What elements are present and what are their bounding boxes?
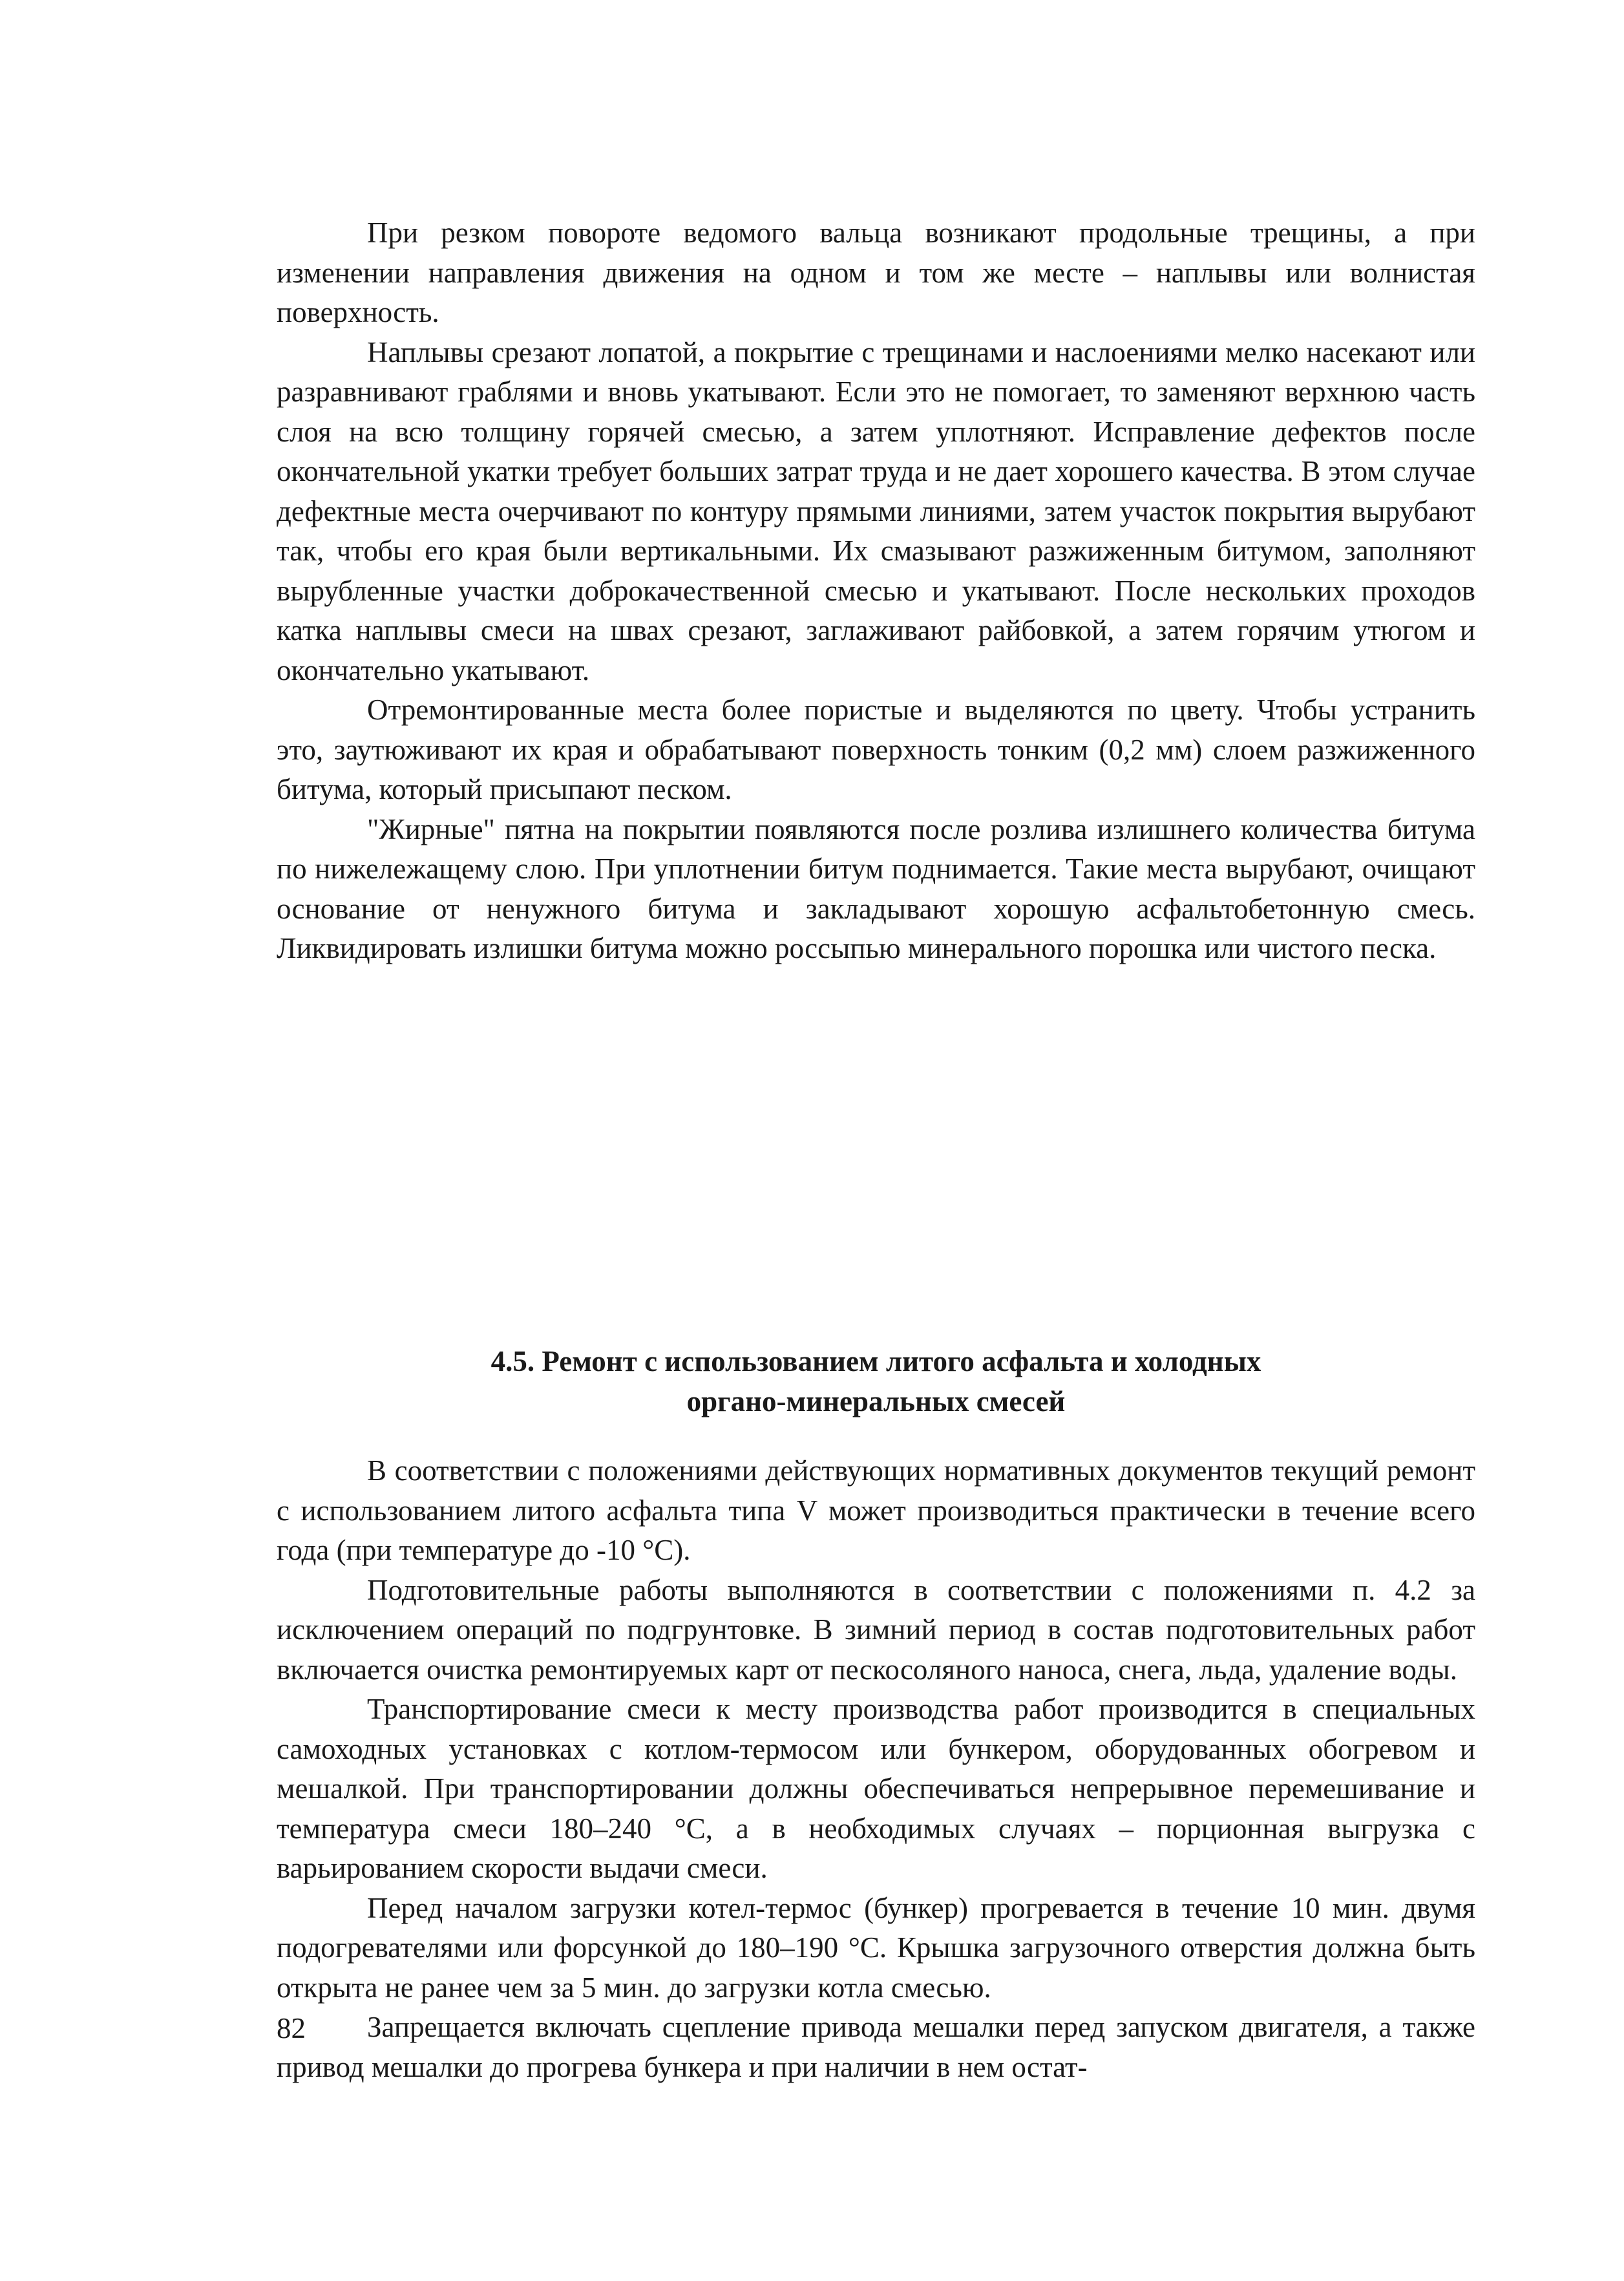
page-number: 82 [277, 2012, 306, 2044]
paragraph: Запрещается включать сцепление привода мешалки перед запуском двигателя, а также привод мешалки до прогрева бункера и при наличии в нем остат- [277, 2011, 1475, 2083]
paragraph: "Жирные" пятна на покрытии появляются после розлива излишнего количества битума по нижележащему слою. При уплотнении битум поднимается. Такие места вырубают, очищают основание от ненужного битума и закладывают хорошую асфальтобетонную смесь. Ликвидировать излишки битума можно россыпью минерального порошка или чистого песка. [277, 812, 1475, 964]
section-heading-line-2: органо-минеральных смесей [686, 1385, 1066, 1417]
paragraph: Отремонтированные места более пористые и выделяются по цвету. Чтобы устранить это, заутюживают их края и обрабатывают поверхность тонким (0,2 мм) слоем разжиженного битума, который присыпают песком. [277, 694, 1475, 805]
paragraph: Транспортирование смеси к месту производства работ производится в специальных самоходных установках с котлом-термосом или бункером, оборудованных обогревом и мешалкой. При транспортировании должны обеспечиваться непрерывное перемешивание и температура смеси 180–240 °С, а в необходимых случаях – порционная выгрузка с варьированием скорости выдачи смеси. [277, 1693, 1475, 1884]
section-heading-line-1: 4.5. Ремонт с использованием литого асфальта и холодных [490, 1345, 1261, 1377]
paragraph: Наплывы срезают лопатой, а покрытие с трещинами и наслоениями мелко насекают или разравнивают граблями и вновь укатывают. Если это не помогает, то заменяют верхнюю часть слоя на всю толщину горячей смесью, а затем уплотняют. Исправление дефектов после окончательной укатки требует больших затрат труда и не дает хорошего качества. В этом случае дефектные места очерчивают по контуру прямыми линиями, затем участок покрытия вырубают так, чтобы его края были вертикальными. Их смазывают разжиженным битумом, заполняют вырубленные участки доброкачественной смесью и укатывают. После нескольких проходов катка наплывы смеси на швах срезают, заглаживают райбовкой, а затем горячим утюгом и окончательно укатывают. [277, 335, 1475, 686]
section-heading [277, 1341, 1475, 1421]
paragraph: В соответствии с положениями действующих нормативных документов текущий ремонт с использованием литого асфальта типа V может производиться практически в течение всего года (при температуре до -10 °С). [277, 1454, 1475, 1566]
paragraph: Перед началом загрузки котел-термос (бункер) прогревается в течение 10 мин. двумя подогревателями или форсункой до 180–190 °С. Крышка загрузочного отверстия должна быть открыта не ранее чем за 5 мин. до загрузки котла смесью. [277, 1891, 1475, 2004]
paragraph: При резком повороте ведомого вальца возникают продольные трещины, а при изменении направления движения на одном и том же месте – наплывы или волнистая поверхность. [277, 217, 1475, 328]
section-text-bottom [277, 1451, 1475, 2087]
section-text-top [277, 213, 1475, 969]
paragraph: Подготовительные работы выполняются в соответствии с положениями п. 4.2 за исключением операций по подгрунтовке. В зимний период в состав подготовительных работ включается очистка ремонтируемых карт от пескосоляного наноса, снега, льда, удаление воды. [277, 1573, 1475, 1686]
